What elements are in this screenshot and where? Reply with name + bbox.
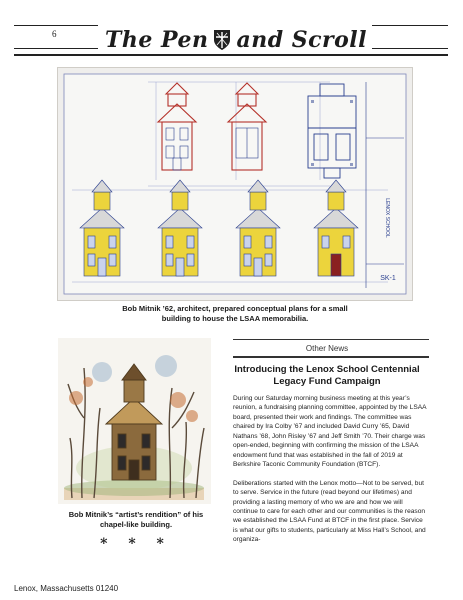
rendition-drawing	[58, 338, 211, 504]
masthead-rule-top-left	[14, 25, 98, 26]
masthead-rule-bottom-left	[14, 48, 98, 49]
article-paragraph: Deliberations started with the Lenox motto—Not to be served, but to serve. Service in the future (read beyond our lifetimes) and providing a lasting memory of who we are and how we will continue to care for each other and our communities is the reason we established the LSAA Fund at BTCF in the first place. Service is what our gifts to students, particularly at Miss Hall’s School, and organiza-	[233, 479, 426, 544]
section-rule-top	[233, 339, 429, 340]
masthead-rule-bottom-right	[372, 48, 448, 49]
shield-crest-icon	[213, 29, 231, 51]
architectural-plans-image	[57, 67, 413, 301]
masthead-rule-top-right	[372, 25, 448, 26]
article-headline: Introducing the Lenox School Centennial Legacy Fund Campaign	[234, 364, 420, 387]
plans-caption: Bob Mitnik ’62, architect, prepared conceptual plans for a small building to house the LSAA memorabilia.	[122, 304, 348, 323]
masthead	[14, 22, 448, 62]
section-rule-bottom	[233, 356, 429, 358]
rendition-caption: Bob Mitnik’s “artist’s rendition” of his chapel-like building.	[68, 510, 204, 529]
newsletter-title	[100, 24, 372, 56]
sheet-number: SK-1	[380, 275, 396, 282]
section-label: Other News	[305, 344, 349, 353]
title-right: and Scroll	[236, 27, 368, 53]
plans-drawing	[58, 68, 412, 300]
page-footer: Lenox, Massachusetts 01240	[14, 584, 119, 593]
title-left: The Pen	[104, 27, 209, 53]
artist-rendition-image	[58, 338, 211, 504]
plans-vertical-label: LENOX SCHOOL	[384, 198, 390, 238]
article-paragraph: During our Saturday morning business meeting at this year’s reunion, a fundraising planning committee, appointed by the LSAA board, presented their work and findings. The committee was chaired by Ira Colby ’67 and included David Curry ’65, David Nathans ’68, John Risley ’67 and Jeff Smith ’70. Their charge was open-ended, beginning with confirming the mission of the LSAA endowment fund that was established in the fall of 2019 at Berkshire Taconic Community Foundation (BTCF).	[233, 395, 427, 469]
article-body	[233, 394, 429, 554]
section-separator: * * *	[100, 536, 172, 552]
page-number: 6	[52, 29, 57, 39]
